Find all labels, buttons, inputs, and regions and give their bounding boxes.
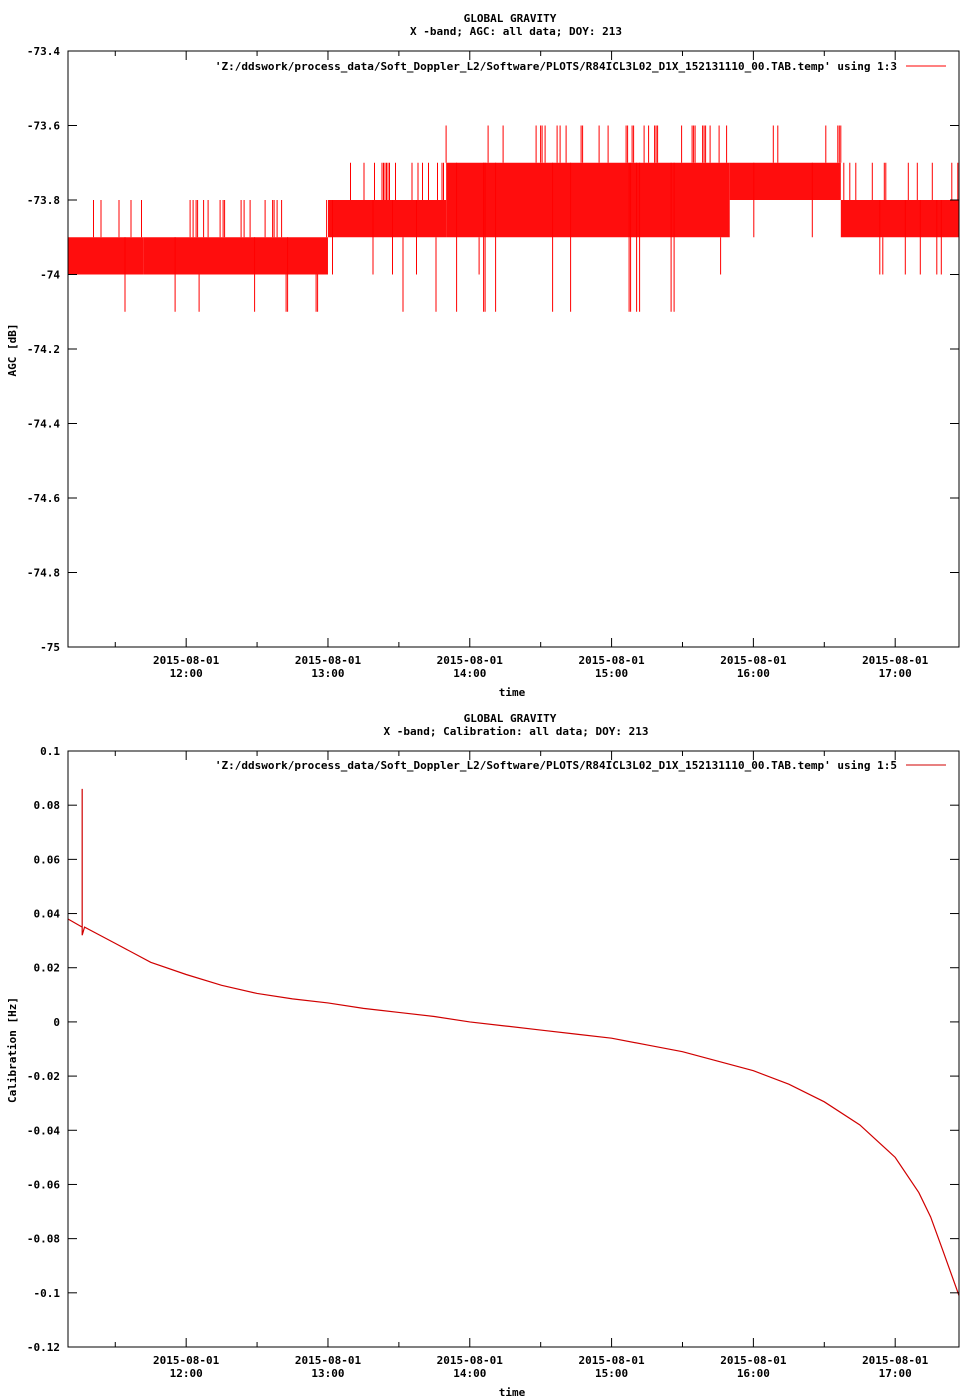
agc-series-band	[730, 163, 841, 200]
agc-y-tick-label: -74.8	[26, 566, 60, 580]
agc-axes	[27, 45, 959, 680]
agc-x-tick-date: 2015-08-01	[294, 654, 362, 667]
agc-x-tick-label: 16:00	[736, 667, 770, 680]
cal-y-axis-label: Calibration [Hz]	[6, 997, 19, 1103]
agc-y-tick-label: -74.6	[26, 492, 60, 505]
agc-x-tick-date: 2015-08-01	[153, 654, 220, 667]
cal-x-tick-date: 2015-08-01	[294, 1354, 362, 1367]
cal-x-tick-label: 16:00	[736, 1367, 770, 1380]
cal-series	[68, 789, 959, 1296]
cal-x-tick-label: 14:00	[453, 1367, 487, 1380]
agc-series	[68, 126, 959, 312]
cal-y-tick-label: 0.08	[33, 799, 60, 813]
agc-x-tick-date: 2015-08-01	[720, 654, 787, 667]
cal-axes	[27, 745, 959, 1380]
cal-y-tick-label: -0.08	[26, 1232, 60, 1246]
agc-series-band	[328, 200, 446, 237]
agc-y-tick-label: -75	[40, 641, 60, 654]
cal-x-tick-date: 2015-08-01	[436, 1354, 503, 1367]
cal-x-axis-label: time	[498, 1386, 526, 1399]
agc-y-tick-label: -74.2	[26, 343, 60, 356]
agc-legend-label: 'Z:/ddswork/process_data/Soft_Doppler_L2/Software/PLOTS/R84ICL3L02_D1X_152131110_00.TAB.temp' using 1:3	[214, 60, 897, 73]
cal-y-tick-label: 0.04	[33, 907, 60, 921]
cal-plot-frame	[68, 751, 959, 1347]
cal-x-tick-label: 17:00	[878, 1367, 912, 1380]
cal-chart-subtitle: X -band; Calibration: all data; DOY: 213	[383, 725, 649, 738]
agc-x-tick-label: 14:00	[453, 667, 487, 680]
cal-x-tick-date: 2015-08-01	[578, 1354, 645, 1367]
cal-y-tick-label: -0.02	[26, 1070, 60, 1084]
cal-y-tick-label: 0	[53, 1015, 60, 1029]
agc-series-band	[144, 237, 328, 274]
agc-x-tick-label: 17:00	[878, 667, 912, 680]
agc-y-tick-label: -74.4	[26, 417, 60, 431]
cal-y-tick-label: -0.1	[33, 1286, 60, 1300]
agc-y-axis-label: AGC [dB]	[6, 323, 19, 377]
cal-x-tick-label: 12:00	[169, 1367, 203, 1380]
cal-y-tick-label: -0.04	[26, 1124, 60, 1138]
cal-x-tick-label: 15:00	[595, 1367, 629, 1380]
agc-series-band	[68, 237, 144, 274]
cal-y-tick-label: 0.02	[33, 961, 60, 975]
agc-series-band	[446, 163, 730, 238]
cal-x-tick-date: 2015-08-01	[862, 1354, 929, 1367]
agc-chart-subtitle: X -band; AGC: all data; DOY: 213	[410, 25, 622, 38]
cal-series-line	[68, 789, 959, 1296]
agc-y-tick-label: -73.8	[26, 194, 60, 207]
agc-y-tick-label: -73.6	[26, 119, 60, 133]
cal-y-tick-label: 0.1	[40, 745, 60, 758]
cal-y-tick-label: -0.06	[26, 1178, 60, 1192]
agc-x-tick-date: 2015-08-01	[578, 654, 645, 667]
agc-chart-title: GLOBAL GRAVITY	[463, 12, 557, 25]
cal-y-tick-label: 0.06	[33, 853, 60, 867]
agc-x-tick-date: 2015-08-01	[862, 654, 929, 667]
agc-x-axis-label: time	[498, 686, 526, 699]
agc-x-tick-label: 13:00	[311, 667, 345, 680]
agc-x-tick-date: 2015-08-01	[436, 654, 503, 667]
agc-y-tick-label: -73.4	[26, 45, 60, 58]
cal-legend-label: 'Z:/ddswork/process_data/Soft_Doppler_L2/Software/PLOTS/R84ICL3L02_D1X_152131110_00.TAB.temp' using 1:5	[214, 759, 897, 772]
cal-y-tick-label: -0.12	[26, 1341, 60, 1354]
cal-x-tick-date: 2015-08-01	[720, 1354, 787, 1367]
agc-y-tick-label: -74	[40, 268, 60, 282]
cal-chart-title: GLOBAL GRAVITY	[463, 712, 557, 725]
calibration-chart	[6, 712, 959, 1399]
agc-x-tick-label: 12:00	[169, 667, 203, 680]
agc-chart	[6, 12, 959, 699]
cal-x-tick-date: 2015-08-01	[153, 1354, 220, 1367]
agc-x-tick-label: 15:00	[595, 667, 629, 680]
cal-x-tick-label: 13:00	[311, 1367, 345, 1380]
